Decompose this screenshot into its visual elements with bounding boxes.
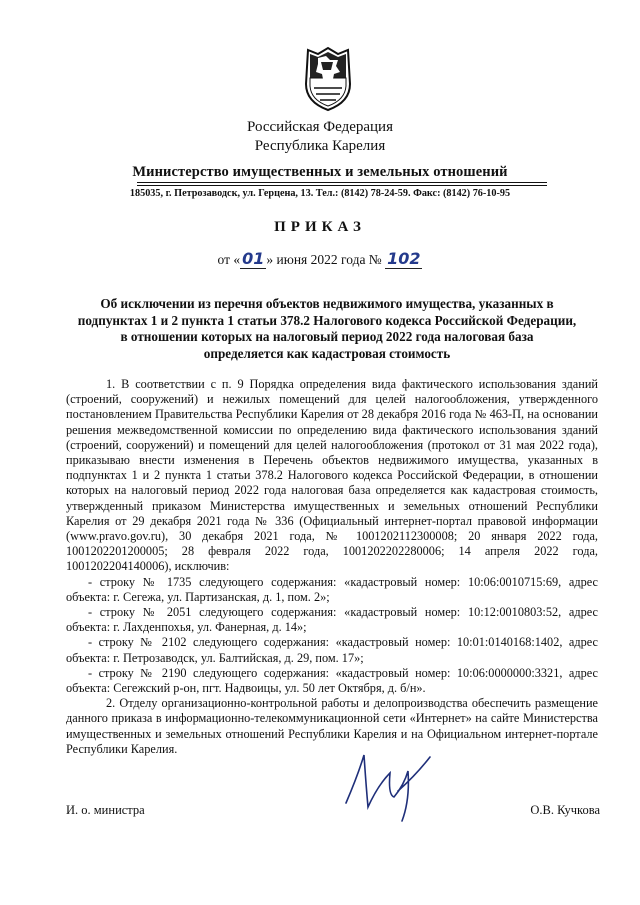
order-number: 102 xyxy=(387,249,421,268)
paragraph-2: 2. Отделу организационно-контрольной работы и делопроизводства обеспечить размещение данного приказа в информационно-телекоммуникационной сети «Интернет» на сайте Министерства имущественных и земельных отношений Республики Карелия и на Официальном интернет-портале Республики Карелия. xyxy=(66,696,598,756)
date-middle: » июня 2022 года № xyxy=(266,252,382,267)
republic-name: Республика Карелия xyxy=(254,138,386,154)
order-title: ПРИКАЗ xyxy=(274,219,366,235)
excluded-row-item: - строку № 2051 следующего содержания: «кадастровый номер: 10:12:0010803:52, адрес объекта: г. Лахденпохья, ул. Фанерная, д. 14»; xyxy=(66,605,598,635)
excluded-row-item: - строку № 2190 следующего содержания: «кадастровый номер: 10:06:0000000:3321, адрес объекта: Сегежский р-он, пгт. Надвоицы, ул. 50 лет Октября, д. б/н». xyxy=(66,665,598,696)
order-date-line xyxy=(0,249,640,269)
ministry-name: Министерство имущественных и земельных отношений xyxy=(132,164,508,180)
ministry-address: 185035, г. Петрозаводск, ул. Герцена, 13. Тел.: (8142) 78-24-59. Факс: (8142) 76-10-95 xyxy=(129,188,511,199)
signer-name: О.В. Кучкова xyxy=(530,803,600,817)
heading-line: в отношении которых на налоговый период 2022 года налоговая база xyxy=(120,329,534,344)
coat-of-arms-karelia-icon xyxy=(300,44,356,114)
heading-line: Об исключении из перечня объектов недвижимого имущества, указанных в xyxy=(100,296,554,311)
order-heading xyxy=(52,296,602,362)
country-name: Российская Федерация xyxy=(247,119,393,135)
date-prefix: от « xyxy=(217,252,241,267)
excluded-row-item: - строку № 1735 следующего содержания: «кадастровый номер: 10:06:0010715:69, адрес объекта: г. Сегежа, ул. Партизанская, д. 1, пом. 2»; xyxy=(66,574,598,604)
country-block xyxy=(0,118,640,156)
excluded-row-item: - строку № 2102 следующего содержания: «кадастровый номер: 10:01:0140168:1402, адрес объекта: г. Петрозаводск, ул. Балтийская, д. 29, пом. 17»; xyxy=(66,635,598,665)
header-rule xyxy=(137,182,547,183)
heading-line: подпунктах 1 и 2 пункта 1 статьи 378.2 Налогового кодекса Российской Федерации, xyxy=(77,312,577,328)
order-body xyxy=(66,377,598,757)
heading-line: определяется как кадастровая стоимость xyxy=(203,345,451,361)
order-day: 01 xyxy=(242,249,265,268)
handwritten-signature xyxy=(338,745,438,825)
paragraph-1: 1. В соответствии с п. 9 Порядка определения вида фактического использования зданий (строений, сооружений) и нежилых помещений для целей налогообложения, утвержденного постановлением Правительства Республики Карелия от 28 декабря 2016 года № 463-П, на основании решения межведомственной комиссии по определению вида фактического использования зданий (строений, сооружений) и помещений для целей налогообложения (протокол от 31 мая 2022 года), приказываю внести изменения в Перечень объектов недвижимого имущества, указанных в подпунктах 1 и 2 пункта 1 статьи 378.2 Налогового кодекса Российской Федерации, в отношении которых на налоговый период 2022 года налоговая база определяется как кадастровая стоимость, утвержденный приказом Министерства имущественных и земельных отношений Республики Карелия от 29 декабря 2021 года № 336 (Официальный интернет-портал правовой информации (www.pravo.gov.ru), 30 декабря 2021 года, № 1001202112300008; 20 января 2022 года, 1001202201200005; 28 февраля 2022 года, 1001202202280006; 14 апреля 2022 года, 1001202204140006), исключив: xyxy=(66,377,598,574)
signer-title: И. о. министра xyxy=(66,803,145,817)
header-rule xyxy=(137,185,547,186)
